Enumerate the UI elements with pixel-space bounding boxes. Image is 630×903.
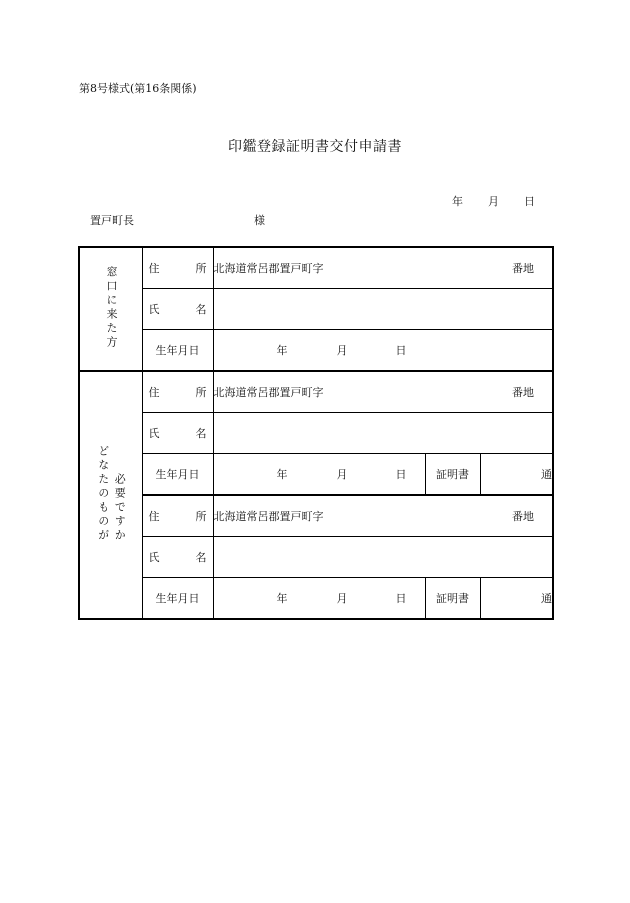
birth-month-label: 月	[336, 592, 348, 605]
visitor-name-row	[79, 289, 553, 330]
address-label-char-2: 所	[195, 262, 207, 275]
honorific: 様	[254, 214, 265, 227]
address-label-char-1: 住	[148, 262, 160, 275]
subject2-birthdate-row	[79, 578, 553, 620]
subject1-copies-field[interactable]	[480, 454, 553, 496]
birth-day-label: 日	[395, 344, 407, 357]
subject2-address-field[interactable]	[213, 495, 553, 537]
name-label-char-2: 名	[195, 551, 207, 564]
subject1-address-row	[79, 371, 553, 413]
application-date	[452, 193, 535, 209]
subject-section-label	[79, 371, 142, 619]
subject-section-text-line2: 必要ですか	[113, 472, 127, 543]
name-label-char-1: 氏	[148, 551, 160, 564]
form-number: 第8号様式(第16条関係)	[79, 82, 197, 95]
birth-day-label: 日	[395, 468, 407, 481]
name-label	[142, 413, 213, 454]
visitor-name-field[interactable]	[213, 289, 553, 330]
address-label	[142, 247, 213, 289]
subject2-name-row	[79, 537, 553, 578]
date-month-label: 月	[488, 195, 499, 208]
name-label-char-1: 氏	[148, 427, 160, 440]
address-label	[142, 495, 213, 537]
name-label-char-2: 名	[195, 427, 207, 440]
certificate-label: 証明書	[425, 578, 480, 620]
subject1-birthdate-row	[79, 454, 553, 496]
visitor-section-label	[79, 247, 142, 371]
name-label-char-1: 氏	[148, 303, 160, 316]
visitor-birthdate-field[interactable]	[213, 330, 553, 372]
birth-year-label: 年	[276, 468, 288, 481]
banchi-label: 番地	[512, 386, 535, 399]
birth-year-label: 年	[276, 344, 288, 357]
birthdate-label: 生年月日	[142, 454, 213, 496]
address-prefix: 北海道常呂郡置戸町字	[213, 386, 324, 399]
birthdate-label: 生年月日	[142, 578, 213, 620]
subject1-birthdate-field[interactable]	[213, 454, 425, 496]
page-title: 印鑑登録証明書交付申請書	[228, 139, 402, 155]
visitor-address-field[interactable]	[213, 247, 553, 289]
name-label-char-2: 名	[195, 303, 207, 316]
address-label-char-1: 住	[148, 510, 160, 523]
subject1-name-row	[79, 413, 553, 454]
banchi-label: 番地	[512, 510, 535, 523]
subject1-address-field[interactable]	[213, 371, 553, 413]
birth-month-label: 月	[336, 344, 348, 357]
subject2-address-row	[79, 495, 553, 537]
name-label	[142, 537, 213, 578]
subject2-birthdate-field[interactable]	[213, 578, 425, 620]
subject1-name-field[interactable]	[213, 413, 553, 454]
birthdate-label: 生年月日	[142, 330, 213, 372]
birth-day-label: 日	[395, 592, 407, 605]
visitor-address-row	[79, 247, 553, 289]
date-year-label: 年	[452, 195, 463, 208]
birth-month-label: 月	[336, 468, 348, 481]
addressee: 置戸町長	[90, 214, 134, 227]
visitor-birthdate-row	[79, 330, 553, 372]
subject2-name-field[interactable]	[213, 537, 553, 578]
address-label	[142, 371, 213, 413]
visitor-section-text: 窓口に来た方	[105, 265, 118, 350]
name-label	[142, 289, 213, 330]
birth-year-label: 年	[276, 592, 288, 605]
address-label-char-1: 住	[148, 386, 160, 399]
banchi-label: 番地	[512, 262, 535, 275]
date-day-label: 日	[524, 195, 535, 208]
certificate-label: 証明書	[425, 454, 480, 496]
subject-section-text-line1: どなたのものが	[96, 444, 110, 543]
address-label-char-2: 所	[195, 510, 207, 523]
copies-unit-label: 通	[541, 592, 553, 605]
copies-unit-label: 通	[541, 468, 553, 481]
address-label-char-2: 所	[195, 386, 207, 399]
address-prefix: 北海道常呂郡置戸町字	[213, 262, 324, 275]
application-form-table	[78, 246, 554, 620]
address-prefix: 北海道常呂郡置戸町字	[213, 510, 324, 523]
subject2-copies-field[interactable]	[480, 578, 553, 620]
